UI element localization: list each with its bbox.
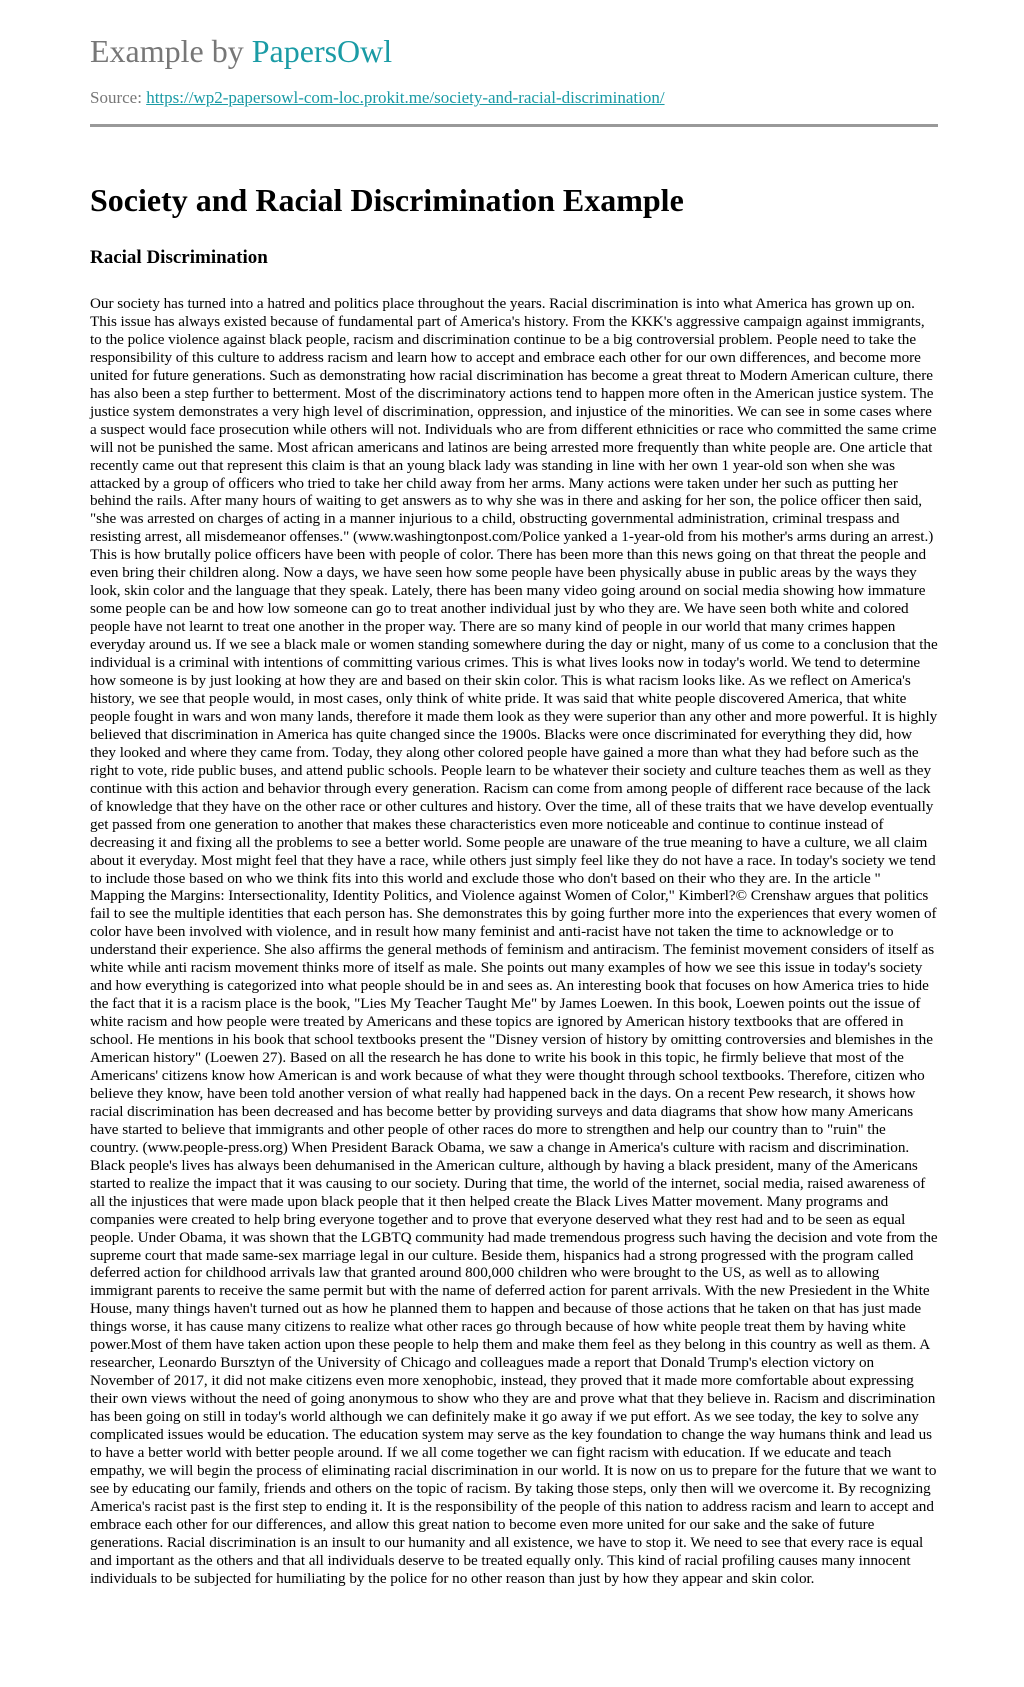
source-line [90, 88, 665, 108]
document-page [90, 0, 938, 1587]
brand-name: PapersOwl [251, 33, 393, 69]
header-divider [90, 124, 938, 127]
source-label: Source: [90, 88, 147, 107]
header-brand [90, 0, 938, 71]
header-prefix: Example by [90, 33, 252, 69]
section-heading: Racial Discrimination [90, 247, 268, 268]
body-paragraph: Our society has turned into a hatred and politics place throughout the years. Racial discrimination is into what America has grown up on. This issue has always existed because of fundamental part of America's history. From the KKK's aggressive campaign against immigrants, to the police violence against black people, racism and discrimination continue to be a big controversial problem. People need to take the responsibility of this culture to address racism and learn how to accept and embrace each other for our own differences, and become more united for future generations. Such as demonstrating how racial discrimination has become a great threat to Modern American culture, there has also been a step further to betterment. Most of the discriminatory actions tend to happen more often in the American justice system. The justice system demonstrates a very high level of discrimination, oppression, and injustice of the minorities. We can see in some cases where a suspect would face prosecution while others will not. Individuals who are from different ethnicities or race who committed the same crime will not be punished the same. Most african americans and latinos are being arrested more frequently than white people are. One article that recently came out that represent this claim is that an young black lady was standing in line with her own 1 year-old son when she was attacked by a group of officers who tried to take her child away from her arms. Many actions were taken under her such as putting her behind the rails. After many hours of waiting to get answers as to why she was in there and asking for her son, the police officer then said, "she was arrested on charges of acting in a manner injurious to a child, obstructing governmental administration, criminal trespass and resisting arrest, all misdemeanor offenses." (www.washingtonpost.com/Police yanked a 1-year-old from his mother's arms during an arrest.) This is how brutally police officers have been with people of color. There has been more than this news going on that threat the people and even bring their children along. Now a days, we have seen how some people have been physically abuse in public areas by the ways they look, skin color and the language that they speak. Lately, there has been many video going around on social media showing how immature some people can be and how low someone can go to treat another individual just by who they are. We have seen both white and colored people have not learnt to treat one another in the proper way. There are so many kind of people in our world that many crimes happen everyday around us. If we see a black male or women standing somewhere during the day or night, many of us come to a conclusion that the individual is a criminal with intentions of committing various crimes. This is what lives looks now in today's world. We tend to determine how someone is by just looking at how they are and based on their skin color. This is what racism looks like. As we reflect on America's history, we see that people would, in most cases, only think of white pride. It was said that white people discovered America, that white people fought in wars and won many lands, therefore it made them look as they were superior than any other and more powerful. It is highly believed that discrimination in America has quite changed since the 1900s. Blacks were once discriminated for everything they did, how they looked and where they came from. Today, they along other colored people have gained a more than what they had before such as the right to vote, ride public buses, and attend public schools. People learn to be whatever their society and culture teaches them as well as they continue with this action and behavior through every generation. Racism can come from among people of different race because of the lack of knowledge that they have on the other race or other cultures and history. Over the time, all of these traits that we have develop eventually get passed from one generation to another that makes these characteristics even more noticeable and continue to continue instead of decreasing it and fixing all the problems to see a better world. Some people are unaware of the true meaning to have a culture, we all claim about it everyday. Most might feel that they have a race, while others just simply feel like they do not have a race. In today's society we tend to include those based on who we think fits into this world and exclude those who don't based on their who they are. In the article " Mapping the Margins: Intersectionality, Identity Politics, and Violence against Women of Color," Kimberl?© Crenshaw argues that politics fail to see the multiple identities that each person has. She demonstrates this by going further more into the experiences that every women of color have been involved with violence, and in result how many feminist and anti-racist have not taken the time to acknowledge or to understand their experience. She also affirms the general methods of feminism and antiracism. The feminist movement considers of itself as white while anti racism movement thinks more of itself as male. She points out many examples of how we see this issue in today's society and how everything is categorized into what people should be in and sees as. An interesting book that focuses on how America tries to hide the fact that it is a racism place is the book, "Lies My Teacher Taught Me" by James Loewen. In this book, Loewen points out the issue of white racism and how people were treated by Americans and these topics are ignored by American history textbooks that are offered in school. He mentions in his book that school textbooks present the "Disney version of history by omitting controversies and blemishes in the American history" (Loewen 27). Based on all the research he has done to write his book in this topic, he firmly believe that most of the Americans' citizens know how American is and work because of what they were thought through school textbooks. Therefore, citizen who believe they know, have been told another version of what really had happened back in the days. On a recent Pew research, it shows how racial discrimination has been decreased and has become better by providing surveys and data diagrams that show how many Americans have started to believe that immigrants and other people of other races do more to strengthen and help our country than to "ruin" the country. (www.people-press.org) When President Barack Obama, we saw a change in America's culture with racism and discrimination. Black people's lives has always been dehumanised in the American culture, although by having a black president, many of the Americans started to realize the impact that it was causing to our society. During that time, the world of the internet, social media, raised awareness of all the injustices that were made upon black people that it then helped create the Black Lives Matter movement. Many programs and companies were created to help bring everyone together and to prove that everyone deserved what they rest had and to be seen as equal people. Under Obama, it was shown that the LGBTQ community had made tremendous progress such having the decision and vote from the supreme court that made same-sex marriage legal in our culture. Beside them, hispanics had a strong progressed with the program called deferred action for childhood arrivals law that granted around 800,000 children who were brought to the US, as well as to allowing immigrant parents to receive the same permit but with the name of deferred action for parent arrivals. With the new Presiedent in the White House, many things haven't turned out as how he planned them to happen and because of those actions that he taken on that has just made things worse, it has cause many citizens to realize what other races go through because of how white people treat them by having white power.Most of them have taken action upon these people to help them and make them feel as they belong in this country as well as them. A researcher, Leonardo Bursztyn of the University of Chicago and colleagues made a report that Donald Trump's election victory on November of 2017, it did not make citizens even more xenophobic, instead, they proved that it made more comfortable about expressing their own views without the need of going anonymous to show who they are and prove what that they believe in. Racism and discrimination has been going on still in today's world although we can definitely make it go away if we put effort. As we see today, the key to solve any complicated issues would be education. The education system may serve as the key foundation to change the way humans think and lead us to have a better world with better people around. If we all come together we can fight racism with education. If we educate and teach empathy, we will begin the process of eliminating racial discrimination in our world. It is now on us to prepare for the future that we want to see by educating our family, friends and others on the topic of racism. By taking those steps, only then will we overcome it. By recognizing America's racist past is the first step to ending it. It is the responsibility of the people of this nation to address racism and learn to accept and embrace each other for our differences, and allow this great nation to become even more united for our sake and the sake of future generations. Racial discrimination is an insult to our humanity and all existence, we have to stop it. We need to see that every race is equal and important as the others and that all individuals deserve to be treated equally only. This kind of racial profiling causes many innocent individuals to be subjected for humiliating by the police for no other reason than just by how they appear and skin color. [90, 295, 938, 1587]
source-link[interactable]: https://wp2-papersowl-com-loc.prokit.me/society-and-racial-discrimination/ [146, 88, 665, 107]
document-title: Society and Racial Discrimination Example [90, 182, 684, 218]
